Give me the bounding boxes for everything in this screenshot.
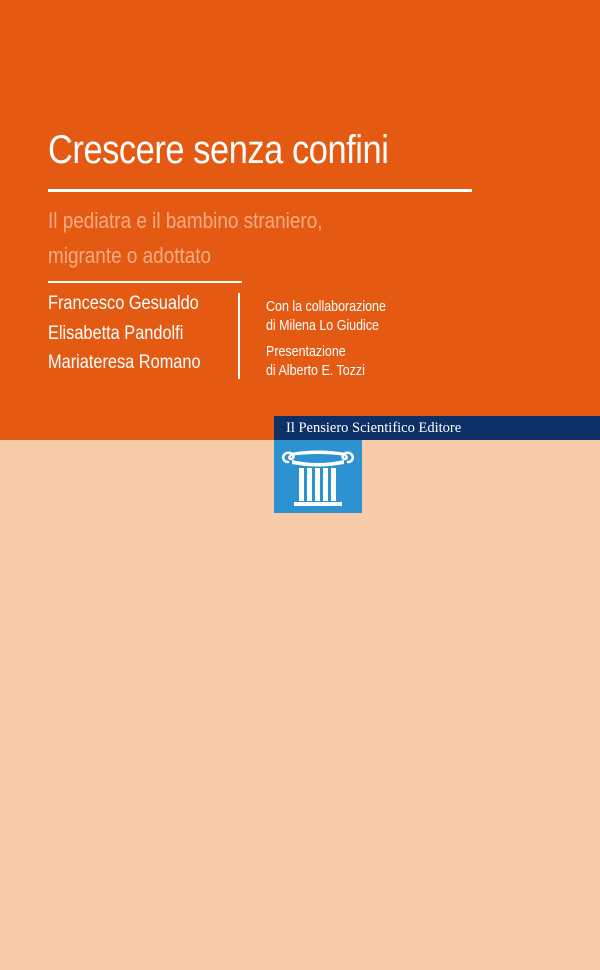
book-title: Crescere senza confini	[48, 128, 389, 172]
collaboration-line-2: di Milena Lo Giudice	[266, 318, 379, 334]
credits-block	[266, 298, 386, 381]
ionic-column-icon	[274, 440, 362, 513]
presentation-line-2: di Alberto E. Tozzi	[266, 363, 365, 379]
subtitle-line-1: Il pediatra e il bambino straniero,	[48, 208, 323, 233]
author-name: Mariateresa Romano	[48, 352, 201, 373]
author-list	[48, 289, 201, 378]
publisher-name: Il Pensiero Scientifico Editore	[286, 420, 462, 436]
presentation-line-1: Presentazione	[266, 344, 346, 360]
title-rule	[48, 189, 472, 192]
author-name: Francesco Gesualdo	[48, 293, 199, 314]
author-name: Elisabetta Pandolfi	[48, 322, 184, 344]
book-subtitle	[48, 203, 322, 273]
author-rule	[48, 281, 242, 283]
publisher-logo	[274, 440, 362, 513]
subtitle-line-2: migrante o adottato	[48, 243, 212, 268]
collaboration-line-1: Con la collaborazione	[266, 299, 386, 315]
credits-divider	[238, 293, 240, 379]
cover-bottom-band	[0, 440, 600, 970]
publisher-bar	[274, 416, 600, 440]
